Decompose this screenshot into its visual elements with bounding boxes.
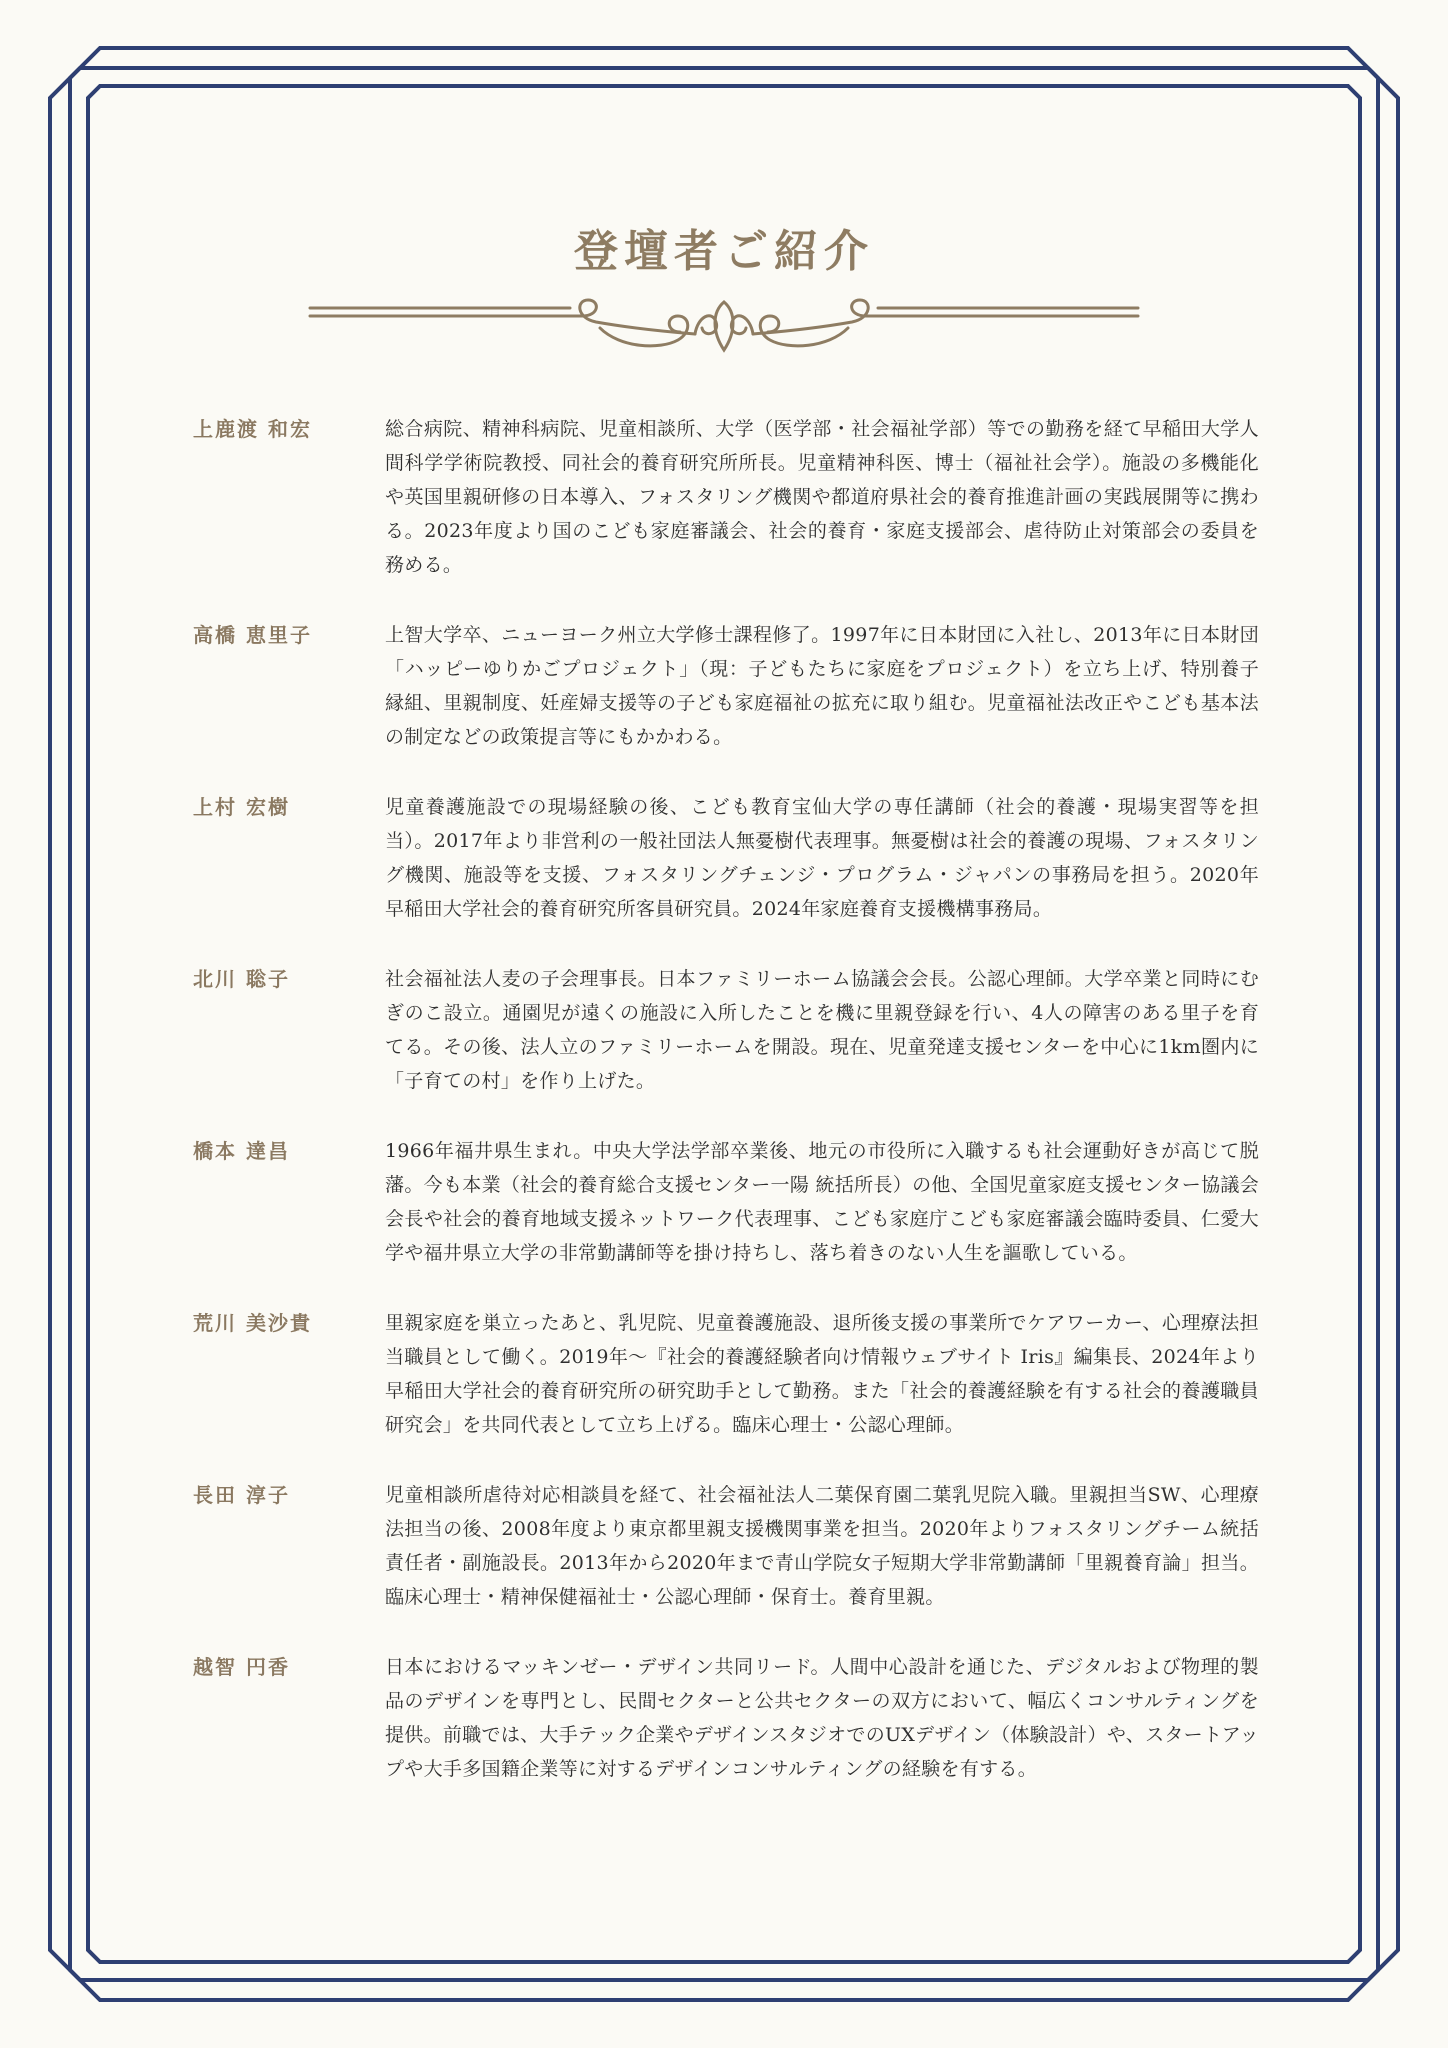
speaker-bio: 児童相談所虐待対応相談員を経て、社会福祉法人二葉保育園二葉乳児院入職。里親担当SW、心理療法担当の後、2008年度より東京都里親支援機関事業を担当。2020年よりフォスタリングチーム統括責任者・副施設長。2013年から2020年まで青山学院女子短期大学非常勤講師「里親養育論」担当。臨床心理士・精神保健福祉士・公認心理師・保育士。養育里親。 [385, 1484, 1259, 1608]
speaker-name: 北川 聡子 [193, 967, 290, 991]
speaker-name: 上村 宏樹 [193, 795, 290, 819]
speaker-entry [193, 962, 1259, 1098]
speaker-bio: 社会福祉法人麦の子会理事長。日本ファミリーホーム協議会会長。公認心理師。大学卒業と同時にむぎのこ設立。通園児が遠くの施設に入所したことを機に里親登録を行い、4人の障害のある里子を育てる。その後、法人立のファミリーホームを開設。現在、児童発達支援センターを中心に1km圏内に「子育ての村」を作り上げた。 [385, 968, 1259, 1092]
speaker-bio: 里親家庭を巣立ったあと、乳児院、児童養護施設、退所後支援の事業所でケアワーカー、心理療法担当職員として働く。2019年～『社会的養護経験者向け情報ウェブサイト Iris』編集長、2024年より早稲田大学社会的養育研究所の研究助手として勤務。また「社会的養護経験を有する社会的養護職員研究会」を共同代表として立ち上げる。臨床心理士・公認心理師。 [385, 1312, 1259, 1436]
speaker-entry [193, 1134, 1259, 1270]
scroll-flourish-divider-icon [300, 288, 1148, 358]
speaker-name: 越智 円香 [193, 1655, 290, 1679]
speaker-list [193, 412, 1259, 1822]
speaker-name: 荒川 美沙貴 [193, 1311, 312, 1335]
page-title: 登壇者ご紹介 [574, 226, 874, 278]
speaker-bio: 総合病院、精神科病院、児童相談所、大学（医学部・社会福祉学部）等での勤務を経て早稲田大学人間科学学術院教授、同社会的養育研究所所長。児童精神科医、博士（福祉社会学）。施設の多機能化や英国里親研修の日本導入、フォスタリング機関や都道府県社会的養育推進計画の実践展開等に携わる。2023年度より国のこども家庭審議会、社会的養育・家庭支援部会、虐待防止対策部会の委員を務める。 [385, 418, 1259, 576]
speaker-bio: 1966年福井県生まれ。中央大学法学部卒業後、地元の市役所に入職するも社会運動好きが高じて脱藩。今も本業（社会的養育総合支援センター一陽 統括所長）の他、全国児童家庭支援センター協議会会長や社会的養育地域支援ネットワーク代表理事、こども家庭庁こども家庭審議会臨時委員、仁愛大学や福井県立大学の非常勤講師等を掛け持ちし、落ち着きのない人生を謳歌している。 [385, 1140, 1259, 1264]
speaker-entry [193, 618, 1259, 754]
speaker-name: 長田 淳子 [193, 1483, 290, 1507]
speaker-bio: 日本におけるマッキンゼー・デザイン共同リード。人間中心設計を通じた、デジタルおよび物理的製品のデザインを専門とし、民間セクターと公共セクターの双方において、幅広くコンサルティングを提供。前職では、大手テック企業やデザインスタジオでのUXデザイン（体験設計）や、スタートアップや大手多国籍企業等に対するデザインコンサルティングの経験を有する。 [385, 1656, 1259, 1780]
speaker-entry [193, 1478, 1259, 1614]
speaker-bio: 児童養護施設での現場経験の後、こども教育宝仙大学の専任講師（社会的養護・現場実習等を担当）。2017年より非営利の一般社団法人無憂樹代表理事。無憂樹は社会的養護の現場、フォスタリング機関、施設等を支援、フォスタリングチェンジ・プログラム・ジャパンの事務局を担う。2020年早稲田大学社会的養育研究所客員研究員。2024年家庭養育支援機構事務局。 [385, 796, 1259, 920]
speaker-bio: 上智大学卒、ニューヨーク州立大学修士課程修了。1997年に日本財団に入社し、2013年に日本財団「ハッピーゆりかごプロジェクト」（現：子どもたちに家庭をプロジェクト）を立ち上げ、特別養子縁組、里親制度、妊産婦支援等の子ども家庭福祉の拡充に取り組む。児童福祉法改正やこども基本法の制定などの政策提言等にもかかわる。 [385, 624, 1259, 748]
speaker-name: 高橋 恵里子 [193, 623, 312, 647]
speaker-entry [193, 412, 1259, 582]
speaker-name: 橋本 達昌 [193, 1139, 290, 1163]
speaker-name: 上鹿渡 和宏 [193, 417, 312, 441]
speaker-entry [193, 1650, 1259, 1786]
speaker-entry [193, 1306, 1259, 1442]
speaker-entry [193, 790, 1259, 926]
